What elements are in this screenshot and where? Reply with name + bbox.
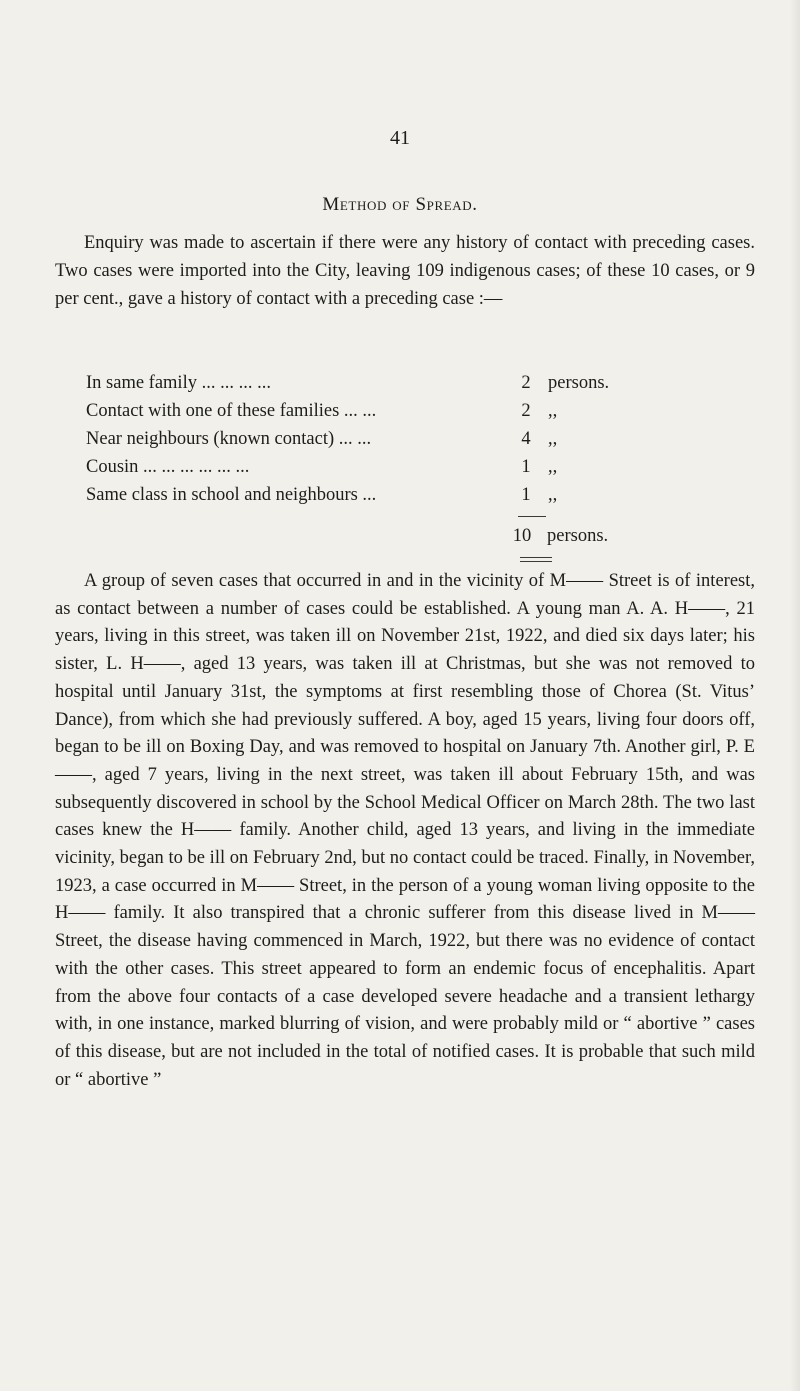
contact-row-cousin [86,457,646,485]
narrative-paragraph: A group of seven cases that occurred in and in the vicinity of M—— Street is of interest, as contact between a number of cases could be established. A young man A. A. H——, 21 years, living in this street, was taken ill on November 21st, 1922, and died six days later; his sister, L. H——, aged 13 years, was taken ill at Christmas, but she was not removed to hospital until January 31st, the symptoms at first resembling those of Chorea (St. Vitus’ Dance), from which she had previously suffered. A boy, aged 15 years, living four doors off, began to be ill on Boxing Day, and was removed to hospital on January 7th. Another girl, P. E——, aged 7 years, living in the next street, was taken ill about February 15th, and was subsequently discovered in school by the School Medical Officer on March 28th. The two last cases knew the H—— family. Another child, aged 13 years, and living in the immediate vicinity, began to be ill on February 2nd, but no contact could be traced. Finally, in November, 1923, a case occurred in M—— Street, in the person of a young woman living opposite to the H—— family. It also transpired that a chronic sufferer from this disease lived in M—— Street, the disease having commenced in March, 1922, but there was no evidence of contact with the other cases. This street appeared to form an endemic focus of encephalitis. Apart from the above four contacts of a case developed severe headache and a transient lethargy with, in one instance, marked blurring of vision, and were probably mild or “ abortive ” cases of this disease, but are not included in the total of notified cases. It is probable that such mild or “ abortive ” [55,571,755,1090]
contact-unit: ,, [548,485,558,505]
contact-unit: ,, [548,457,558,477]
contact-count: 1 [521,485,531,505]
total-count: 10 [512,526,532,546]
contact-label: Same class in school and neighbours ... [86,485,377,505]
contact-unit: persons. [548,373,610,393]
page-number: 41 [390,127,410,149]
contact-label: Contact with one of these families ... ... [86,401,377,421]
total-unit: persons. [547,526,609,546]
intro-paragraph: Enquiry was made to ascertain if there were any history of contact with preceding cases. Two cases were imported into the City, leaving 109 indigenous cases; of these 10 cases, or 9 per cent., gave a history of contact with a preceding case :— [55,233,755,309]
contact-row-same-family [86,373,646,401]
double-underline [520,557,552,562]
contact-table [86,373,646,513]
contact-label: Cousin ... ... ... ... ... ... [86,457,250,477]
contact-count: 2 [521,401,531,421]
total-rule [518,516,546,517]
contact-count: 1 [521,457,531,477]
narrative-section [55,568,755,1094]
contact-row-school [86,485,646,513]
contact-count: 4 [521,429,531,449]
contact-row-families [86,401,646,429]
contact-unit: ,, [548,401,558,421]
contact-label: Near neighbours (known contact) ... ... [86,429,372,449]
contact-count: 2 [521,373,531,393]
section-title: Method of Spread. [322,194,478,215]
intro-section [55,229,755,313]
contact-row-neighbours [86,429,646,457]
contact-unit: ,, [548,429,558,449]
contact-label: In same family ... ... ... ... [86,373,271,393]
